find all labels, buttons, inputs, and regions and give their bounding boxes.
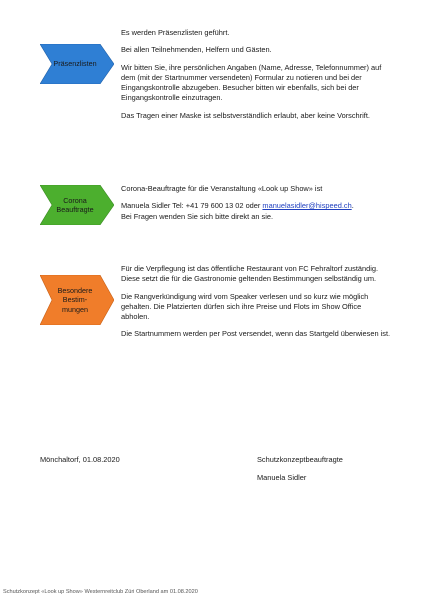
paragraph: Für die Verpflegung ist das öffentliche Restaurant von FC Fehraltorf zuständig. Diese setzt die für die Gastronomie geltenden Bestimmungen selbständig um. [121,264,379,284]
label-line: Beauftragte [56,205,94,214]
corona-beauftragte-label [52,185,98,225]
paragraph: Bei allen Teilnehmenden, Helfern und Gästen. [121,45,272,55]
corona-text [121,184,391,229]
besondere-bestimmungen-chevron [40,275,114,325]
contact-line [121,201,391,211]
paragraph: Das Tragen einer Maske ist selbstverständlich erlaubt, aber keine Vorschrift. [121,110,370,120]
praesenzlisten-label: Präsenzlisten [53,59,97,69]
besondere-text [121,264,391,347]
paragraph: Wir bitten Sie, ihre persönlichen Angaben (Name, Adresse, Telefonnummer) auf dem (mit der Startnummer versendeten) Formular zu notieren und bei der Eingangskontrolle abzugeben. Besucher bitten wir ebenfalls, sich bei der Eingangskontrolle einzutragen. [121,62,382,103]
paragraph: Es werden Präsenzlisten geführt. [121,28,230,37]
paragraph: Die Rangverkündigung wird vom Speaker verlesen und so kurz wie möglich gehalten. Die Platzierten dürfen sich ihre Preise und Flots im Show Office abholen. [121,291,369,322]
praesenzlisten-text [121,28,391,128]
place-date: Mönchaltorf, 01.08.2020 [40,455,120,464]
page-footer: Schutzkonzept «Look up Show» Westernreitclub Züri Oberland am 01.08.2020 [3,589,198,595]
contact-suffix: . [351,201,354,211]
signature-name: Manuela Sidler [257,473,307,482]
paragraph: Corona-Beauftragte für die Veranstaltung «Look up Show» ist [121,184,323,193]
email-link[interactable]: manuelasidler@hispeed.ch [262,201,352,211]
paragraph: Bei Fragen wenden Sie sich bitte direkt an sie. [121,211,274,221]
label-line: Corona [63,195,87,205]
contact-prefix: Manuela Sidler Tel: +41 79 600 13 02 oder [121,201,263,211]
besondere-bestimmungen-label [52,275,98,325]
corona-beauftragte-chevron [40,185,114,225]
label-line: Besondere [57,285,93,295]
signature-role: Schutzkonzeptbeauftragte [257,455,343,464]
praesenzlisten-chevron [40,44,114,84]
label-line: Bestim- [62,295,88,305]
paragraph: Die Startnummern werden per Post versendet, wenn das Startgeld überwiesen ist. [121,329,391,339]
label-line: mungen [62,304,88,314]
